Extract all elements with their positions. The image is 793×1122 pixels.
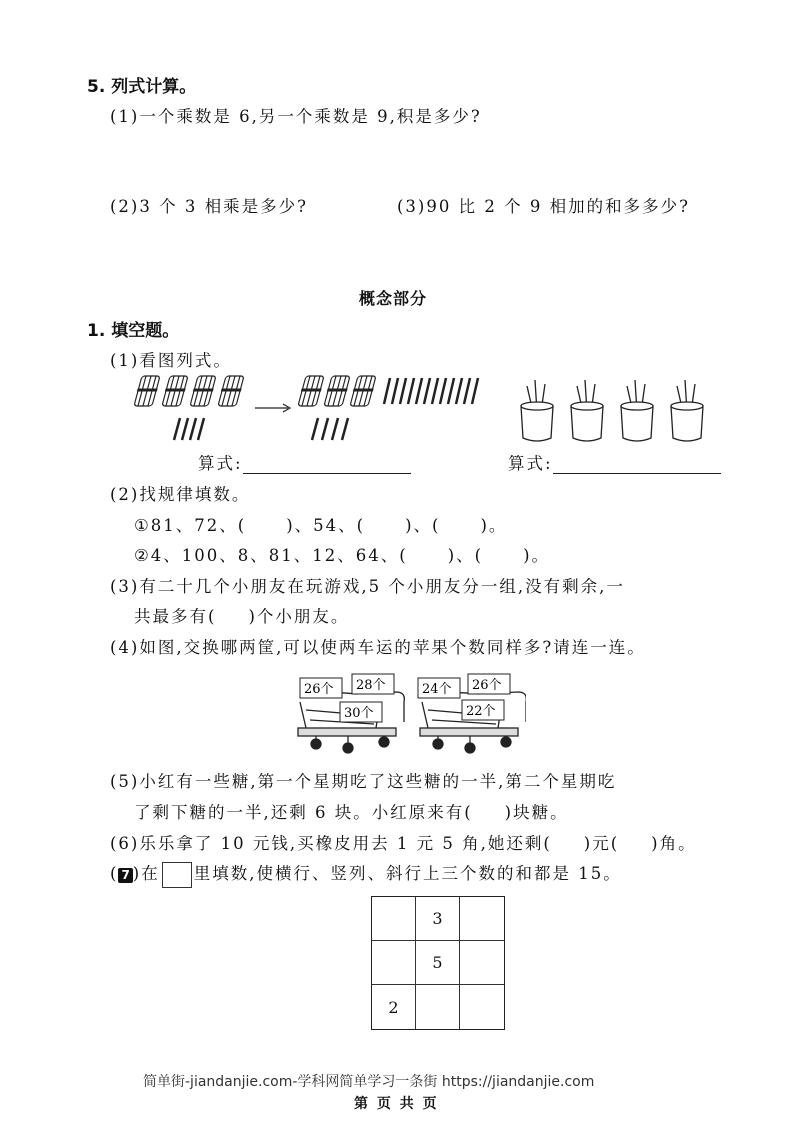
cup-3 [621, 380, 653, 441]
sticks-illustration [130, 370, 490, 450]
section-title: 概念部分 [359, 289, 428, 308]
q1-s2-label: (2)找规律填数。 [110, 485, 251, 504]
q1-s7-a: )在 [132, 864, 160, 883]
formula-line-a [198, 450, 411, 474]
grid-cell[interactable] [372, 897, 416, 941]
formula-blank-a[interactable] [243, 457, 411, 474]
q1-s5-line1: (5)小红有一些糖,第一个星期吃了这些糖的一半,第二个星期吃 [110, 772, 617, 791]
pattern-b-mid: )、( [447, 546, 484, 565]
q1-s7 [110, 860, 622, 888]
formula-line-b [508, 450, 721, 474]
formula-label-a: 算式: [198, 454, 243, 473]
pattern-a-mid1: )、54、( [286, 516, 366, 535]
q5-part3: (3)90 比 2 个 9 相加的和多多少? [397, 197, 690, 216]
tag-30: 30个 [344, 706, 374, 721]
grid-cell[interactable]: 2 [372, 985, 416, 1029]
pattern-a-end: )。 [480, 516, 508, 535]
cup-4 [671, 380, 703, 441]
grid-cell[interactable] [460, 897, 504, 941]
pattern-b-prefix: ②4、100、8、81、12、64、( [134, 546, 408, 565]
carts-illustration [296, 672, 526, 760]
grid-cell[interactable] [460, 985, 504, 1029]
formula-blank-b[interactable] [553, 457, 721, 474]
pencil-cups-illustration [515, 376, 715, 446]
page-number: 第 页 共 页 [354, 1096, 439, 1112]
square-box-icon [162, 862, 192, 888]
q1-s6-a: (6)乐乐拿了 10 元钱,买橡皮用去 1 元 5 角,她还剩( [110, 834, 552, 853]
q1-s4-line: (4)如图,交换哪两筐,可以使两车运的苹果个数同样多?请连一连。 [110, 638, 646, 657]
pattern-b-end: )。 [523, 546, 551, 565]
tag-28: 28个 [356, 678, 386, 693]
q1-s5-line2-a: 了剩下糖的一半,还剩 6 块。小红原来有( [134, 803, 473, 822]
tag-22: 22个 [466, 704, 496, 719]
q1-s1-label: (1)看图列式。 [110, 351, 232, 370]
grid-cell[interactable]: 3 [416, 897, 460, 941]
grid-cell[interactable] [416, 985, 460, 1029]
pattern-a [134, 512, 507, 536]
cup-1 [521, 380, 553, 441]
q1-s5-line2-b: )块糖。 [504, 803, 569, 822]
bundle-group-right [297, 376, 478, 440]
tag-26b: 26个 [472, 678, 502, 693]
tag-26: 26个 [304, 682, 334, 697]
q1-s7-b: 里填数,使横行、竖列、斜行上三个数的和都是 15。 [193, 864, 622, 883]
grid-cell[interactable]: 5 [416, 941, 460, 985]
footer-text: 简单街-jiandanjie.com-学科网简单学习一条街 https://jiandanjie.com [143, 1074, 595, 1090]
q1-s5-line2 [134, 799, 569, 823]
grid-cell[interactable] [460, 941, 504, 985]
number-7-badge: 7 [118, 868, 132, 883]
q1-s3-line1: (3)有二十几个小朋友在玩游戏,5 个小朋友分一组,没有剩余,一 [110, 577, 625, 596]
formula-label-b: 算式: [508, 454, 553, 473]
arrow [255, 404, 290, 412]
tag-24: 24个 [422, 682, 452, 697]
q1-s6-b: )元( [583, 834, 620, 853]
q1-s3-line2-b: )个小朋友。 [248, 607, 350, 626]
cart-1-tags [300, 674, 394, 722]
q5-title: 5. 列式计算。 [87, 77, 197, 97]
bundle-group-left [133, 376, 245, 440]
q5-part1: (1)一个乘数是 6,另一个乘数是 9,积是多少? [110, 107, 482, 126]
q1-s3-line2 [134, 603, 349, 627]
q1-s6 [110, 830, 697, 854]
pattern-b [134, 542, 550, 566]
cart-2-tags [418, 674, 510, 720]
q5-part2: (2)3 个 3 相乘是多少? [110, 197, 308, 216]
grid-cell[interactable] [372, 941, 416, 985]
pattern-a-mid2: )、( [405, 516, 441, 535]
pattern-a-prefix: ①81、72、( [134, 516, 247, 535]
q1-s6-c: )角。 [651, 834, 697, 853]
q1-title: 1. 填空题。 [87, 321, 180, 341]
magic-square-grid [371, 896, 505, 1030]
cup-2 [571, 380, 603, 441]
q1-s7-open: ( [110, 864, 119, 883]
q1-s3-line2-a: 共最多有( [134, 607, 217, 626]
